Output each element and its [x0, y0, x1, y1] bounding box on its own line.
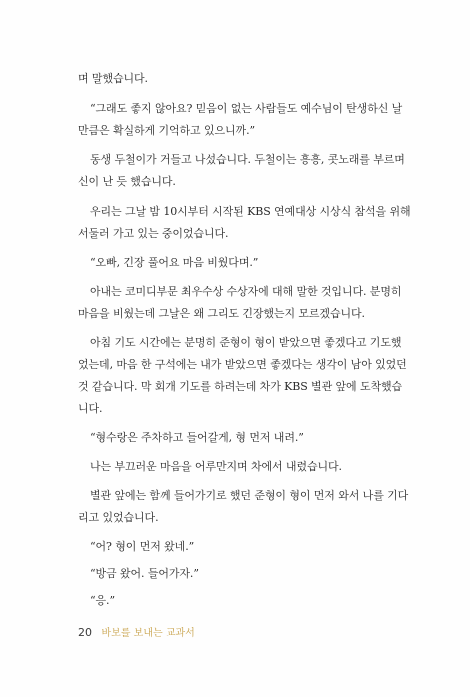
text-line-20: “방금 왔어. 들어가자.”: [90, 567, 199, 580]
text-line-18: 리고 있었습니다.: [78, 511, 159, 524]
text-line-6: 우리는 그날 밤 10시부터 시작된 KBS 연예대상 시상식 참석을 위해: [90, 205, 411, 218]
page-number: 20: [78, 626, 92, 639]
text-line-11: 아침 기도 시간에는 분명히 준형이 형이 받았으면 좋겠다고 기도했: [90, 336, 402, 349]
text-line-5: 신이 난 듯 했습니다.: [78, 175, 176, 188]
text-line-2: “그래도 좋지 않아요? 믿음이 없는 사람들도 예수님이 탄생하신 날: [90, 102, 403, 115]
text-line-12: 었는데, 마음 한 구석에는 내가 받았으면 좋겠다는 생각이 남아 있었던: [78, 358, 407, 371]
text-line-13: 것 같습니다. 막 회개 기도를 하려는데 차가 KBS 별관 앞에 도착했습: [78, 380, 403, 393]
running-title: 바보를 보내는 교과서: [101, 628, 195, 639]
text-line-8: “오빠, 긴장 풀어요 마음 비웠다며.”: [90, 256, 259, 269]
text-line-17: 별관 앞에는 함께 들어가기로 했던 준형이 형이 먼저 와서 나를 기다: [90, 489, 409, 502]
text-line-7: 서둘러 가고 있는 중이었습니다.: [78, 227, 229, 240]
text-line-19: “어? 형이 먼저 왔네.”: [90, 540, 195, 553]
text-line-9: 아내는 코미디부문 최우수상 수상자에 대해 말한 것입니다. 분명히: [90, 285, 402, 298]
text-line-14: 니다.: [78, 402, 103, 415]
text-line-10: 마음을 비웠는데 그날은 왜 그리도 긴장했는지 모르겠습니다.: [78, 307, 365, 320]
text-line-3: 만큼은 확실하게 기억하고 있으니까.”: [78, 124, 255, 137]
text-line-4: 동생 두철이가 거들고 나섰습니다. 두철이는 흥흥, 콧노래를 부르며: [90, 153, 405, 166]
text-line-1: 며 말했습니다.: [78, 72, 148, 85]
page-footer: [78, 624, 195, 639]
text-line-15: “형수랑은 주차하고 들어갈게, 형 먼저 내려.”: [90, 431, 304, 444]
text-line-16: 나는 부끄러운 마음을 어루만지며 차에서 내렸습니다.: [90, 460, 342, 473]
text-line-21: “응.”: [90, 594, 115, 607]
